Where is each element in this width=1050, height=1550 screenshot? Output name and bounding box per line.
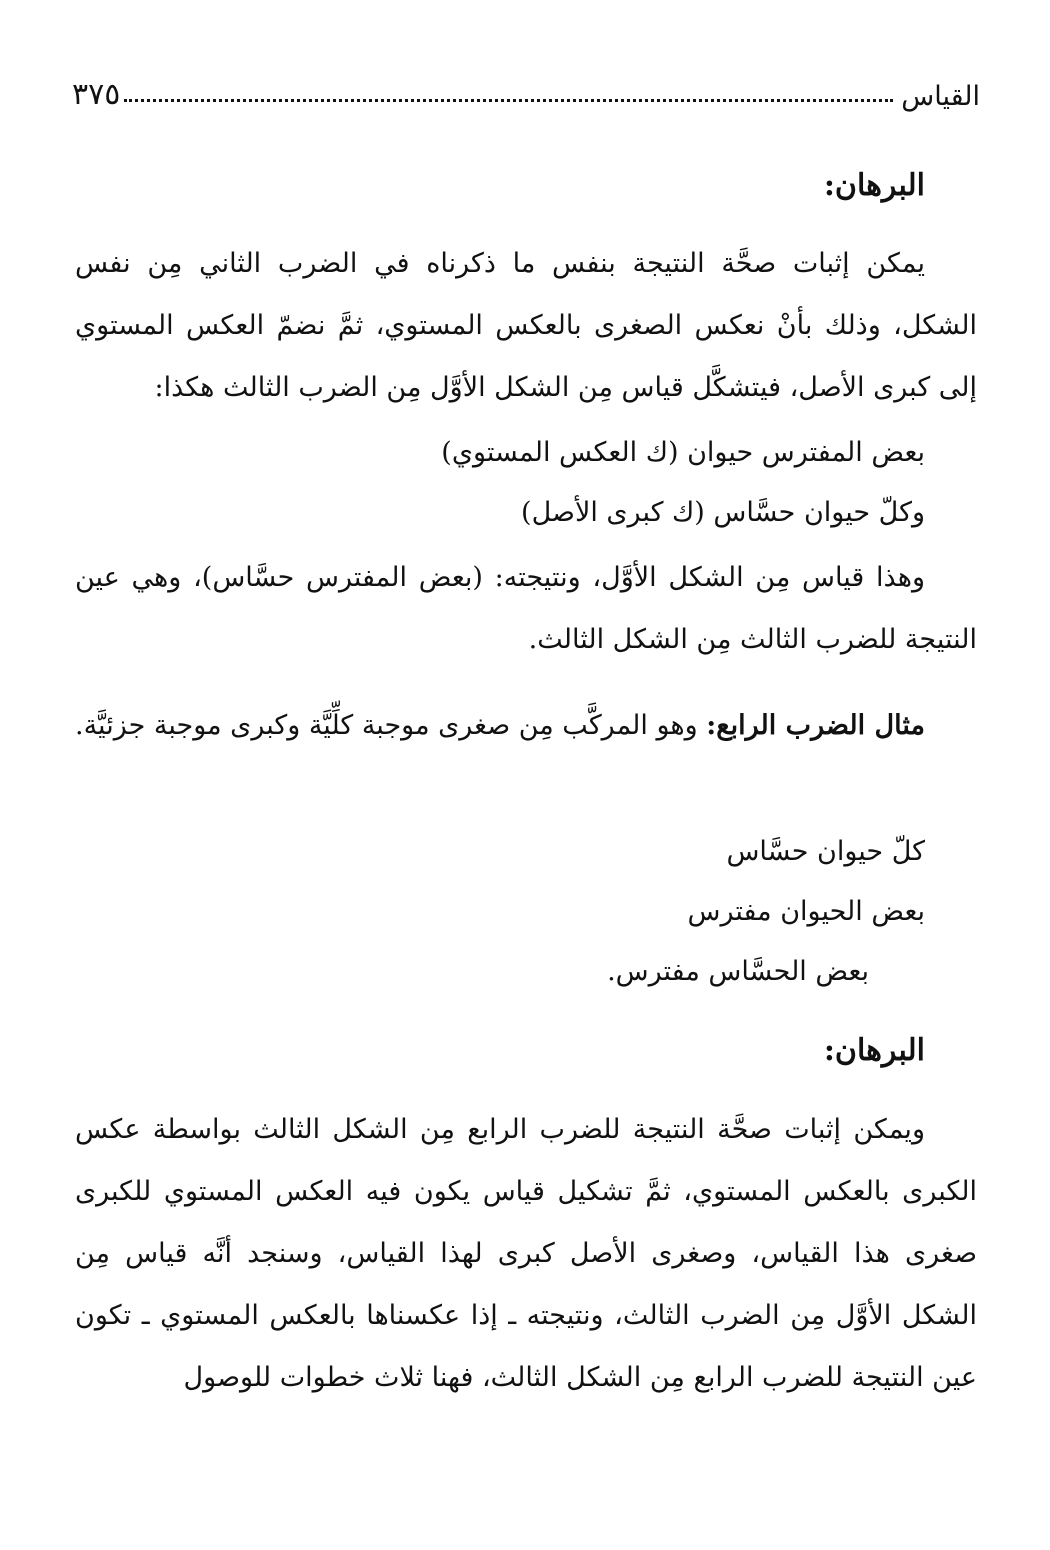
example-4-syllogism — [75, 822, 977, 1002]
section-1-heading: البرهان: — [823, 168, 925, 203]
syllogism-line: بعض الحيوان مفترس — [687, 896, 925, 927]
section-1-paragraph-block — [75, 233, 977, 419]
section-2-heading: البرهان: — [823, 1033, 925, 1068]
section-2-paragraph: ويمكن إثبات صحَّة النتيجة للضرب الرابع مِن الشكل الثالث بواسطة عكس الكبرى بالعكس المستوي، ثمَّ تشكيل قياس يكون فيه العكس المستوي للكبرى صغرى هذا القياس، وصغرى الأصل كبرى لهذا القياس، وسنجد أنَّه قياس مِن الشكل الأوَّل مِن الضرب الثالث، ونتيجته ـ إذا عكسناها بالعكس المستوي ـ تكون عين النتيجة للضرب الرابع مِن الشكل الثالث، فهنا ثلاث خطوات للوصول — [75, 1114, 977, 1393]
section-1-conclusion-block — [75, 547, 977, 671]
syllogism-line: وكلّ حيوان حسَّاس (ك كبرى الأصل) — [521, 497, 925, 528]
example-4-text: وهو المركَّب مِن صغرى موجبة كلِّيَّة وكبرى موجبة جزئيَّة. — [74, 710, 707, 741]
section-2-heading-block — [75, 1033, 977, 1068]
page-number: ٣٧٥ — [72, 77, 121, 112]
example-4-block — [75, 695, 977, 757]
syllogism-line: كلّ حيوان حسَّاس — [726, 836, 925, 867]
section-1-conclusion: وهذا قياس مِن الشكل الأوَّل، ونتيجته: (بعض المفترس حسَّاس)، وهي عين النتيجة للضرب الثالث مِن الشكل الثالث. — [75, 562, 977, 655]
page-header — [72, 62, 980, 112]
example-4-label: مثال الضرب الرابع: — [706, 710, 925, 741]
section-1-syllogism — [75, 423, 977, 543]
syllogism-conclusion-line: بعض الحسَّاس مفترس. — [607, 956, 869, 987]
syllogism-line: بعض المفترس حيوان (ك العكس المستوي) — [441, 437, 925, 468]
dot-leader — [124, 99, 893, 102]
section-1-paragraph: يمكن إثبات صحَّة النتيجة بنفس ما ذكرناه في الضرب الثاني مِن نفس الشكل، وذلك بأنْ نعكس الصغرى بالعكس المستوي، ثمَّ نضمّ العكس المستوي إلى كبرى الأصل، فيتشكَّل قياس مِن الشكل الأوَّل مِن الضرب الثالث هكذا: — [75, 248, 977, 403]
example-4-paragraph — [75, 695, 977, 757]
section-2-paragraph-block — [75, 1099, 977, 1409]
running-title: القياس — [901, 81, 980, 112]
section-1-heading-block — [75, 168, 977, 203]
